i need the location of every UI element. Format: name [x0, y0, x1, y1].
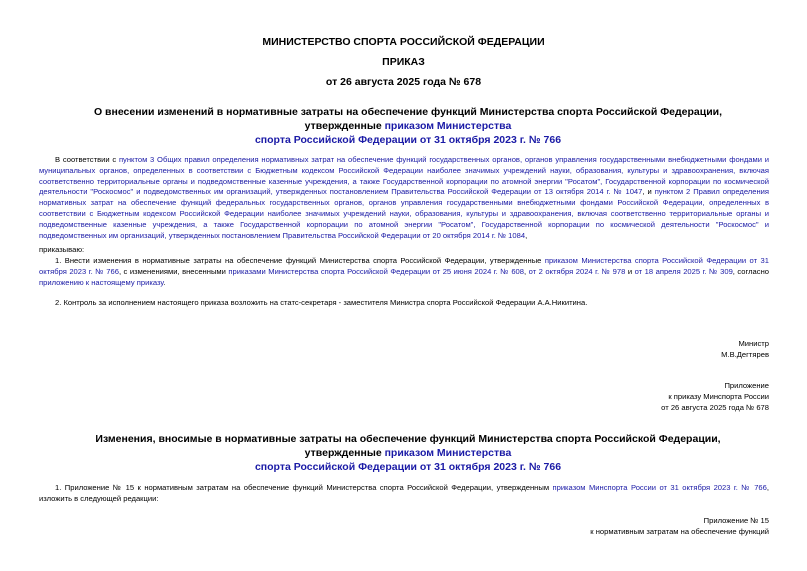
- appendix-order-ref: к приказу Минспорта России: [668, 391, 769, 401]
- link-general-rules[interactable]: пунктом 3 Общих правил определения нормативных затрат на обеспечение функций государственных органов, органов управления государственными внебюджетными фондами и муниципальных органов, определенных в соответствии с Бюджетным кодексом Российской Федерации наиболее значимых учреждений науки, образования, культуры и здравоохранения, включая соответственно территориальные органы и подведомственные казенные учреждения, а также Государственной корпорации по атомной энергии "Росатом", Государственной корпорации по космической деятельности "Роскосмос" и подведомственных им организаций, утвержденных постановлением Правительства Российской Федерации от 13 октября 2014 г. № 1047: [39, 155, 769, 197]
- preamble-text: ,: [525, 230, 528, 240]
- appendix-label: Приложение: [724, 381, 769, 390]
- item-1-text: и: [625, 266, 635, 276]
- document-date-number: от 26 августа 2025 года № 678: [325, 76, 482, 88]
- changes-title-link-order-date[interactable]: спорта Российской Федерации от 31 октября 2023 г. № 766: [254, 461, 562, 473]
- change-1-text: 1. Приложение № 15 к нормативным затратам на обеспечение функций Министерства спорта Российской Федерации, утвержденным: [55, 483, 553, 492]
- link-order-608[interactable]: приказами Министерства спорта Российской Федерации от 25 июня 2024 г. № 608: [228, 266, 525, 276]
- link-rules-1084[interactable]: пунктом 2 Правил определения нормативных затрат на обеспечение функций федеральных государственных органов, органов управления государственными внебюджетными фондами Российской Федерации, определенных в соответствии с Бюджетным кодексом Российской Федерации наиболее значимых учреждений науки, образования, культуры и здравоохранения, включая соответственно территориальные органы и подведомственные казенные учреждения, а также Государственной корпорации по атомной энергии "Росатом", Государственной корпорации по космической деятельности "Роскосмос" и подведомственных им организаций, утвержденных постановлением Правительства Российской Федерации от 20 октября 2014 г. № 1084: [39, 187, 769, 240]
- preamble-text: В соответствии с: [55, 155, 119, 164]
- annex-15-block: [590, 516, 769, 538]
- changes-title-link-order[interactable]: приказом Министерства: [384, 447, 512, 459]
- changes-title-text: Изменения, вносимые в нормативные затраты на обеспечение функций Министерства спорта Российской Федерации, утвержденные: [95, 433, 721, 459]
- link-order-978[interactable]: от 2 октября 2024 г. № 978: [528, 266, 626, 276]
- annex-15-subtitle: к нормативным затратам на обеспечение функций: [590, 526, 769, 536]
- change-1-paragraph: [39, 483, 769, 505]
- link-minsport-order-766[interactable]: приказом Минспорта России от 31 октября 2023 г. № 766: [552, 483, 767, 492]
- appendix-order-date: от 26 августа 2025 года № 678: [661, 402, 769, 412]
- document-title: [58, 105, 758, 147]
- appendix-block: [661, 381, 769, 413]
- link-appendix[interactable]: приложению к настоящему приказу: [39, 277, 164, 287]
- item-1-paragraph: [39, 256, 769, 288]
- preamble-text: , и: [642, 187, 655, 197]
- item-1-text: ,: [524, 266, 529, 276]
- link-order-766[interactable]: приказом Министерства спорта Российской Федерации от 31 октября 2023 г. № 766: [39, 256, 769, 276]
- signature-name: М.В.Дегтярев: [721, 350, 769, 359]
- title-link-order[interactable]: приказом Министерства: [384, 120, 512, 132]
- signature-position: Министр: [738, 339, 769, 348]
- changes-title: [58, 432, 758, 474]
- order-word: приказываю:: [39, 245, 85, 254]
- annex-15-label: Приложение № 15: [703, 516, 769, 525]
- change-1-text: , изложить в следующей редакции:: [39, 483, 770, 503]
- item-1-text: , с изменениями, внесенными: [118, 266, 229, 276]
- item-1-text: , согласно: [732, 266, 769, 276]
- item-2-paragraph: 2. Контроль за исполнением настоящего приказа возложить на статс-секретаря - заместителя Министра спорта Российской Федерации А.А.Никитина.: [55, 298, 588, 307]
- title-text: О внесении изменений в нормативные затраты на обеспечение функций Министерства спорта Российской Федерации, утвержденные: [93, 106, 723, 132]
- title-link-order-date[interactable]: спорта Российской Федерации от 31 октября 2023 г. № 766: [254, 134, 562, 146]
- item-1-text: 1. Внести изменения в нормативные затраты на обеспечение функций Министерства спорта Российской Федерации, утвержденные: [55, 256, 545, 265]
- document-type: ПРИКАЗ: [382, 56, 425, 68]
- preamble-paragraph: [39, 155, 769, 241]
- link-order-309[interactable]: от 18 апреля 2025 г. № 309: [634, 266, 733, 276]
- ministry-heading: МИНИСТЕРСТВО СПОРТА РОССИЙСКОЙ ФЕДЕРАЦИИ: [262, 36, 545, 48]
- item-1-text: .: [163, 277, 166, 287]
